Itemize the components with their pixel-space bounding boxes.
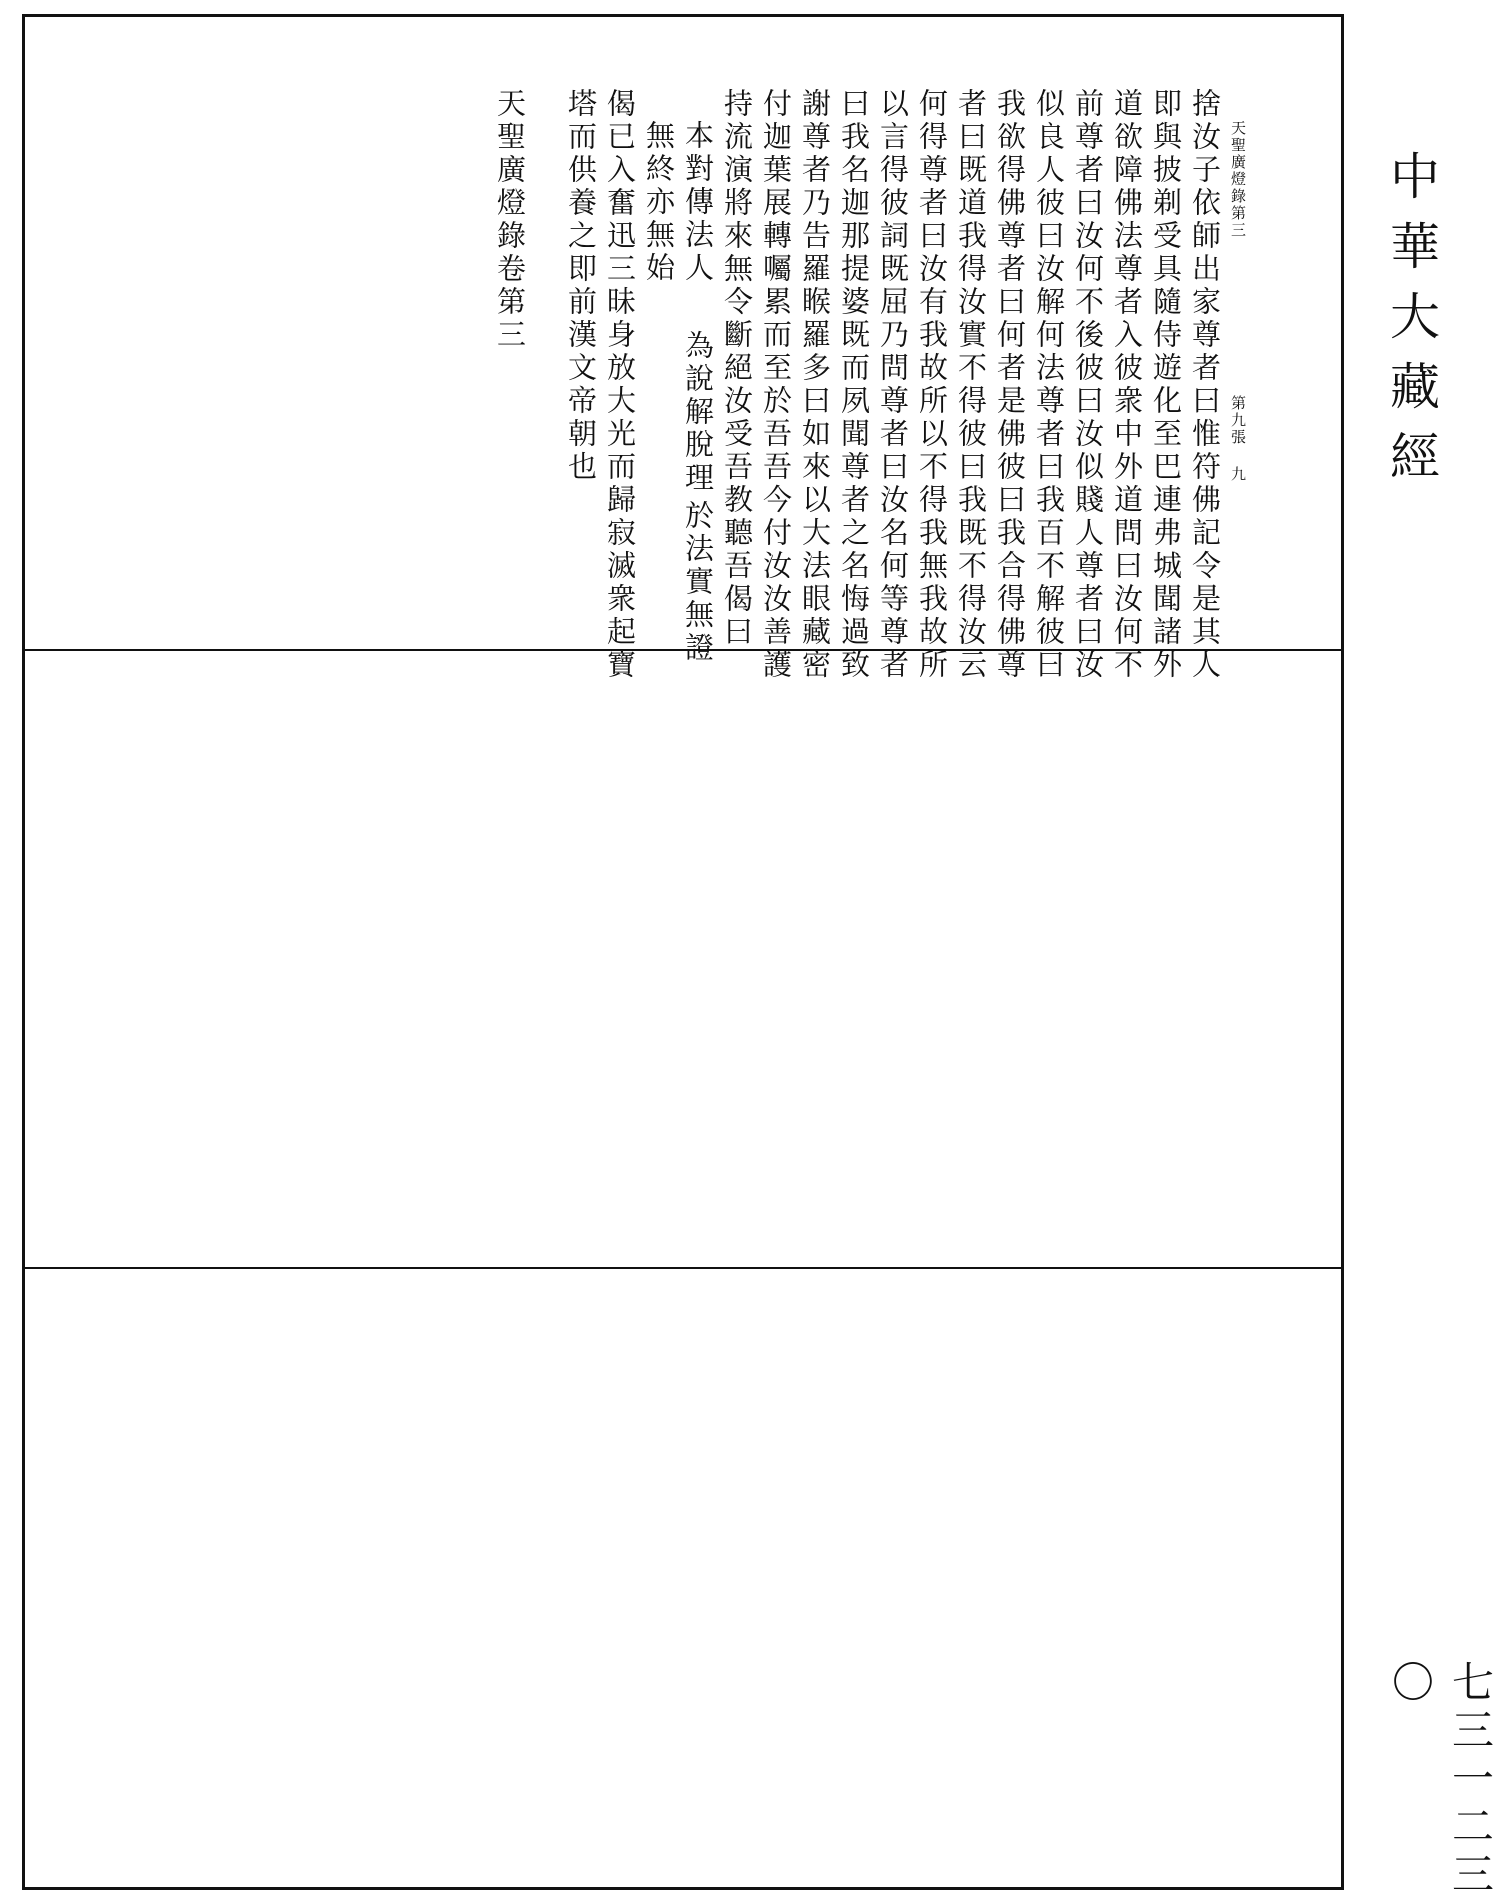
text-column-8: 何得尊者曰汝有我故所以不得我無我故所: [915, 88, 949, 682]
ending-column-2: 塔而供養之即前漢文帝朝也: [564, 88, 598, 484]
running-title: 天聖廣燈錄第三: [1229, 120, 1247, 239]
leaf-marker: 第九張 九: [1229, 395, 1247, 483]
text-column-5: 似良人彼曰汝解何法尊者曰我百不解彼曰: [1032, 88, 1066, 682]
text-column-2: 即與披剃受具隨侍遊化至巴連弗城聞諸外: [1149, 88, 1183, 682]
page-number: 七三一二三〇: [1386, 1660, 1495, 1900]
closing-title: 天聖廣燈錄卷第三: [493, 88, 527, 352]
page-frame: [22, 14, 1344, 1890]
text-column-11: 謝尊者乃告羅睺羅多曰如來以大法眼藏密: [798, 88, 832, 682]
text-column-3: 道欲障佛法尊者入彼衆中外道問曰汝何不: [1110, 88, 1144, 682]
verse-line-1c: 於法實無證: [681, 500, 715, 665]
text-column-7: 者曰既道我得汝實不得彼曰我既不得汝云: [954, 88, 988, 682]
verse-line-1a: 本對傳法人: [681, 120, 715, 285]
ending-column-1: 偈已入奮迅三昧身放大光而歸寂滅衆起寶: [603, 88, 637, 682]
text-column-13: 持流演將來無令斷絕汝受吾教聽吾偈曰: [720, 88, 754, 649]
text-column-10: 曰我名迦那提婆既而夙聞尊者之名悔過致: [837, 88, 871, 682]
text-column-9: 以言得彼詞既屈乃問尊者曰汝名何等尊者: [876, 88, 910, 682]
text-column-6: 我欲得佛尊者曰何者是佛彼曰我合得佛尊: [993, 88, 1027, 682]
text-column-12: 付迦葉展轉囑累而至於吾吾今付汝汝善護: [759, 88, 793, 682]
text-column-1: 捨汝子依師出家尊者曰惟符佛記令是其人: [1188, 88, 1222, 682]
section-divider-lower: [25, 1267, 1341, 1269]
text-column-4: 前尊者曰汝何不後彼曰汝似賤人尊者曰汝: [1071, 88, 1105, 682]
collection-title: 中華大藏經: [1382, 150, 1440, 500]
verse-line-2: 無終亦無始: [642, 120, 676, 285]
verse-line-1b: 為說解脫理: [681, 330, 715, 495]
